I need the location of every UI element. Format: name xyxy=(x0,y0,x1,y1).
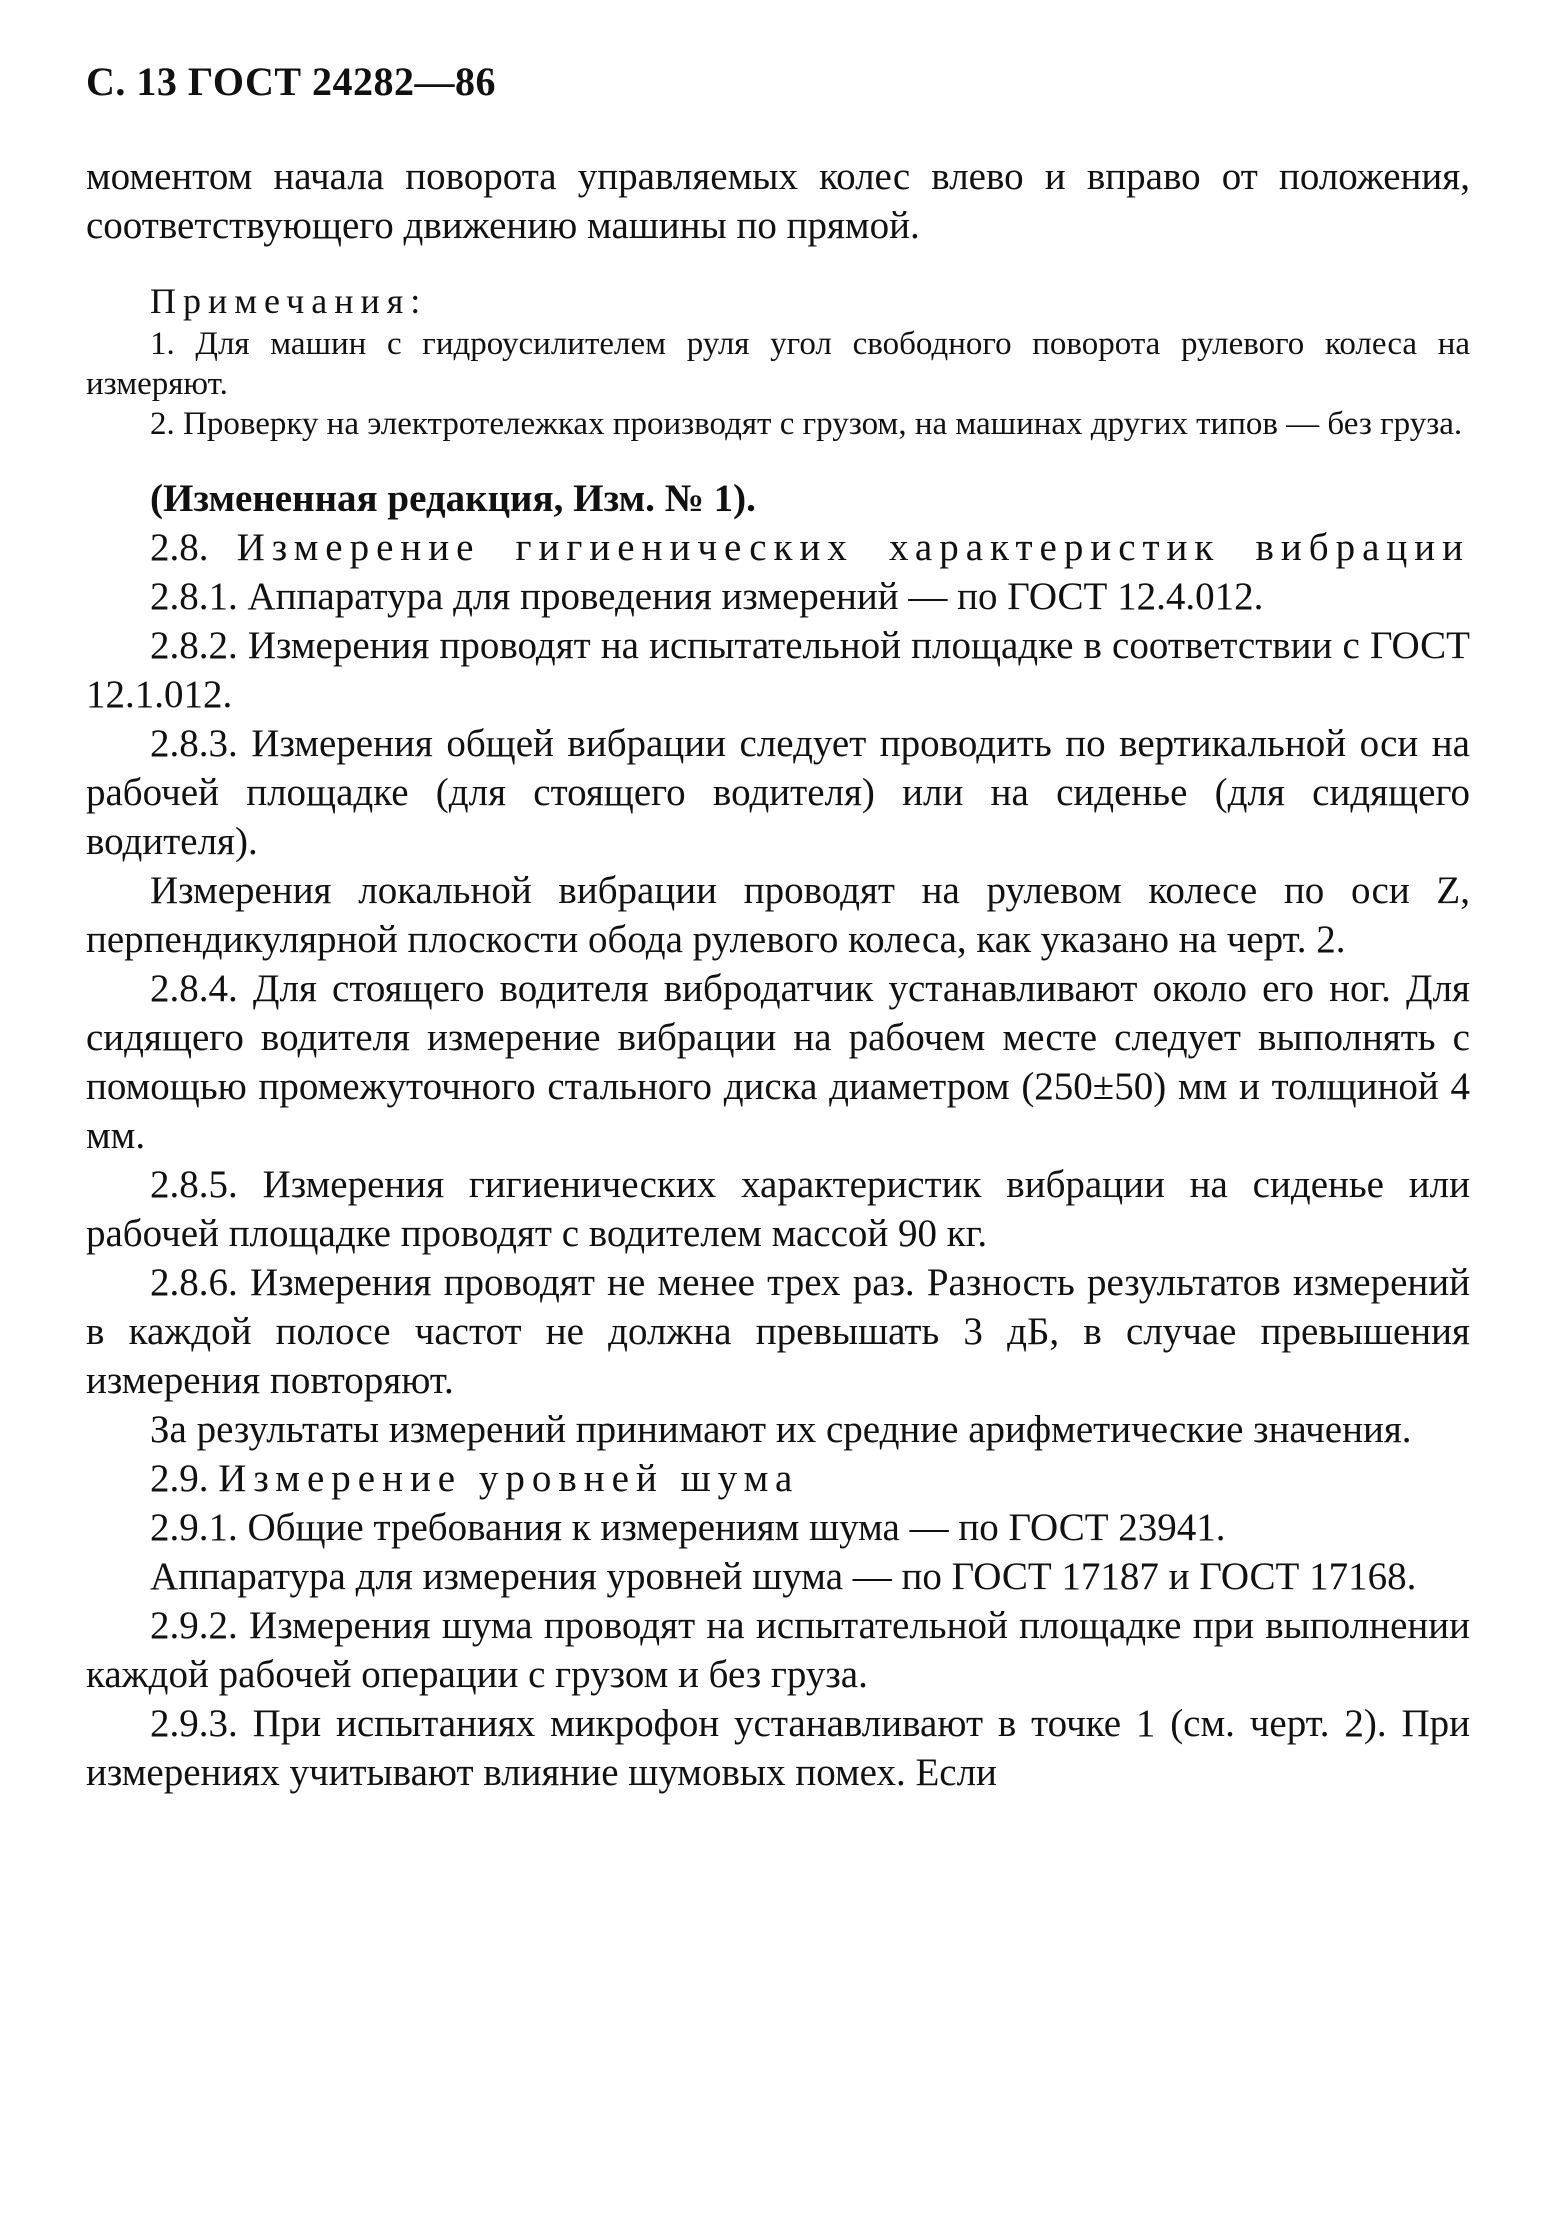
clause-2-9-1-equipment: Аппаратура для измерения уровней шума — по ГОСТ 17187 и ГОСТ 17168. xyxy=(150,1555,1417,1598)
clause-2-8-6: 2.8.6. Измерения проводят не менее трех раз. Разность результатов измерений в каждой полосе частот не должна превышать 3 дБ, в случае превышения измерения повторяют. xyxy=(86,1261,1470,1402)
section-2-8-title: Измерение гигиенических характеристик вибрации xyxy=(236,526,1471,569)
clause-2-9-3: 2.9.3. При испытаниях микрофон устанавливают в точке 1 (см. черт. 2). При измерениях учитывают влияние шумовых помех. Если xyxy=(86,1702,1470,1794)
clause-2-8-4: 2.8.4. Для стоящего водителя вибродатчик устанавливают около его ног. Для сидящего водителя измерение вибрации на рабочем месте следует выполнять с помощью промежуточного стального диска диаметром (250±50) мм и толщиной 4 мм. xyxy=(86,967,1470,1157)
section-2-8-heading xyxy=(86,523,1470,572)
paragraph-continuation: моментом начала поворота управляемых колес влево и вправо от положения, соответствующего движению машины по прямой. xyxy=(86,155,1470,247)
notes-title: Примечания: xyxy=(150,281,428,321)
clause-2-8-3: 2.8.3. Измерения общей вибрации следует проводить по вертикальной оси на рабочей площадке (для стоящего водителя) или на сиденье (для сидящего водителя). xyxy=(86,722,1470,863)
amendment-note: (Измененная редакция, Изм. № 1). xyxy=(150,477,756,520)
section-2-9-title: Измерение уровней шума xyxy=(218,1457,800,1500)
clause-2-8-5: 2.8.5. Измерения гигиенических характеристик вибрации на сиденье или рабочей площадке проводят с водителем массой 90 кг. xyxy=(86,1163,1470,1255)
clause-2-9-1: 2.9.1. Общие требования к измерениям шума — по ГОСТ 23941. xyxy=(150,1506,1226,1549)
section-2-9-heading xyxy=(86,1454,1470,1503)
section-2-9-number: 2.9. xyxy=(150,1457,209,1500)
running-head: С. 13 ГОСТ 24282—86 xyxy=(86,59,497,104)
note-2: 2. Проверку на электротележках производят с грузом, на машинах других типов — без груза. xyxy=(150,406,1463,442)
note-1: 1. Для машин с гидроусилителем руля угол свободного поворота рулевого колеса на измеряют. xyxy=(86,326,1470,402)
clause-2-9-2: 2.9.2. Измерения шума проводят на испытательной площадке при выполнении каждой рабочей операции с грузом и без груза. xyxy=(86,1604,1470,1696)
clause-2-8-1: 2.8.1. Аппаратура для проведения измерений — по ГОСТ 12.4.012. xyxy=(150,575,1264,618)
clause-2-8-6-results: За результаты измерений принимают их средние арифметические значения. xyxy=(150,1408,1412,1451)
clause-2-8-3-local-vibration: Измерения локальной вибрации проводят на рулевом колесе по оси Z, перпендикулярной плоскости обода рулевого колеса, как указано на черт. 2. xyxy=(86,869,1470,961)
clause-2-8-2: 2.8.2. Измерения проводят на испытательной площадке в соответствии с ГОСТ 12.1.012. xyxy=(86,624,1470,716)
document-page xyxy=(86,52,1470,1797)
section-2-8-number: 2.8. xyxy=(150,526,209,569)
